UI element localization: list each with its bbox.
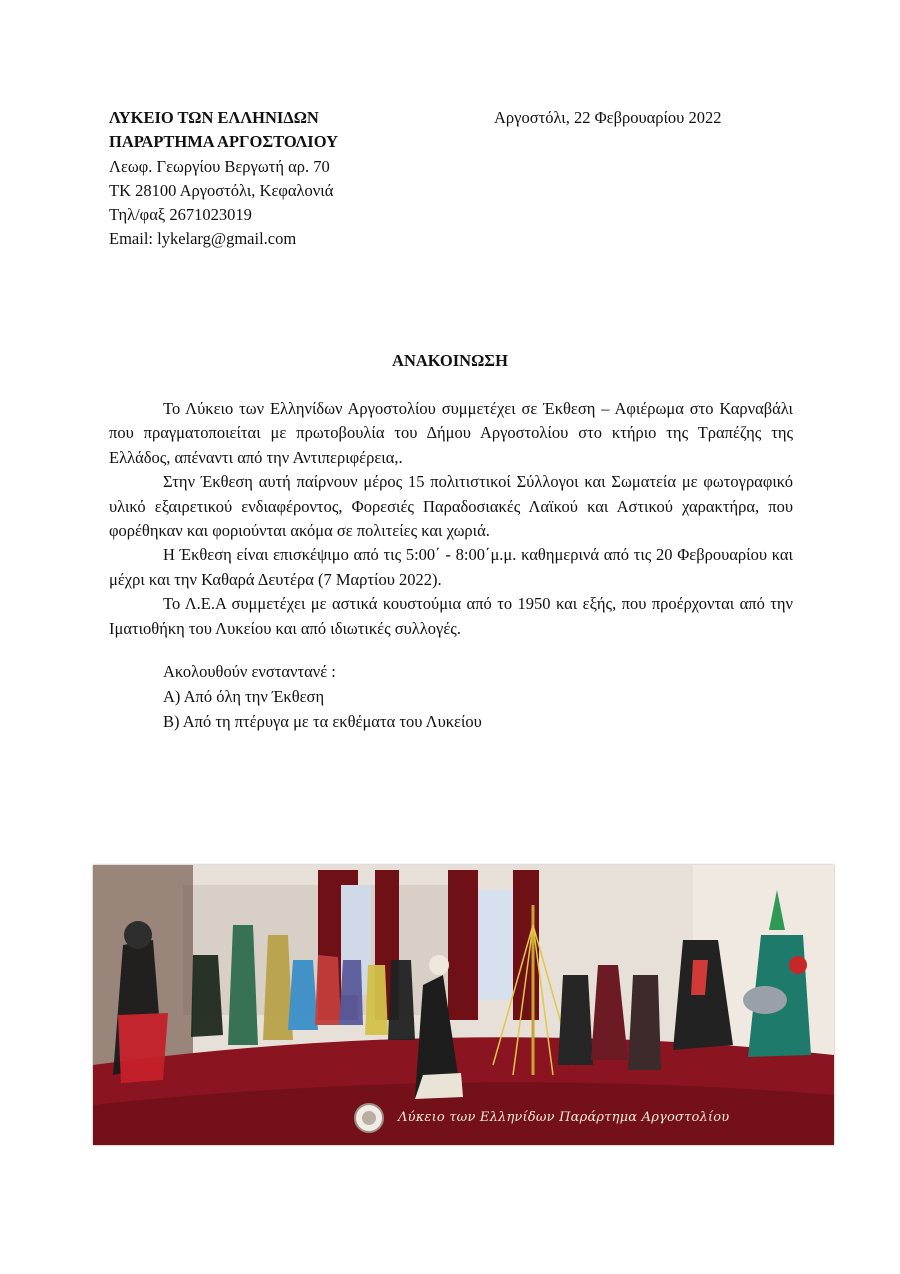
paragraph: Το Λ.Ε.Α συμμετέχει με αστικά κουστούμια από το 1950 και εξής, που προέρχονται από την Ιματιοθήκη του Λυκείου και από ιδιωτικές συλλογές. (109, 594, 793, 638)
announcement-body (109, 397, 793, 641)
exhibition-photo (93, 865, 834, 1145)
phone: Τηλ/φαξ 2671023019 (109, 205, 252, 225)
paragraph: Το Λύκειο των Ελληνίδων Αργοστολίου συμμετέχει σε Έκθεση – Αφιέρωμα στο Καρναβάλι που πραγματοποιείται με πρωτοβουλία του Δήμου Αργοστολίου στο κτήριο της Τραπέζης της Ελλάδος, απέναντι από την Αντιπεριφέρεια,. (109, 399, 793, 467)
snapshot-intro: Ακολουθούν ενσταντανέ : (163, 662, 336, 681)
announcement-title: ΑΝΑΚΟΙΝΩΣΗ (392, 351, 508, 370)
snapshot-item-b: Β) Από τη πτέρυγα με τα εκθέματα του Λυκείου (163, 711, 482, 731)
org-branch: ΠΑΡΑΡΤΗΜΑ ΑΡΓΟΣΤΟΛΙΟΥ (109, 132, 339, 152)
postal-code: ΤΚ 28100 Αργοστόλι, Κεφαλονιά (109, 180, 334, 200)
paragraph: Στην Έκθεση αυτή παίρνουν μέρος 15 πολιτιστικοί Σύλλογοι και Σωματεία με φωτογραφικό υλικό εξαιρετικού ενδιαφέροντος, Φορεσιές Παραδοσιακές Λαϊκού και Αστικού χαρακτήρα, που φορέθηκαν και φοριούνται ακόμα σε πολιτείες και χωριά. (109, 472, 793, 541)
snapshot-list (163, 660, 482, 734)
sender-block (109, 106, 338, 252)
org-name: ΛΥΚΕΙΟ ΤΩΝ ΕΛΛΗΝΙΔΩΝ (109, 108, 319, 127)
address: Λεωφ. Γεωργίου Βεργωτή αρ. 70 (109, 156, 330, 176)
photo-caption: Λύκειο των Ελληνίδων Παράρτημα Αργοστολίου (398, 1110, 730, 1125)
snapshot-item-a: Α) Από όλη την Έκθεση (163, 686, 325, 706)
letter-date: Αργοστόλι, 22 Φεβρουαρίου 2022 (494, 108, 722, 127)
paragraph: Η Έκθεση είναι επισκέψιμο από τις 5:00΄ - 8:00΄μ.μ. καθημερινά από τις 20 Φεβρουαρίου και μέχρι και την Καθαρά Δευτέρα (7 Μαρτίου 2022). (109, 545, 793, 589)
email: Email: lykelarg@gmail.com (109, 229, 297, 249)
